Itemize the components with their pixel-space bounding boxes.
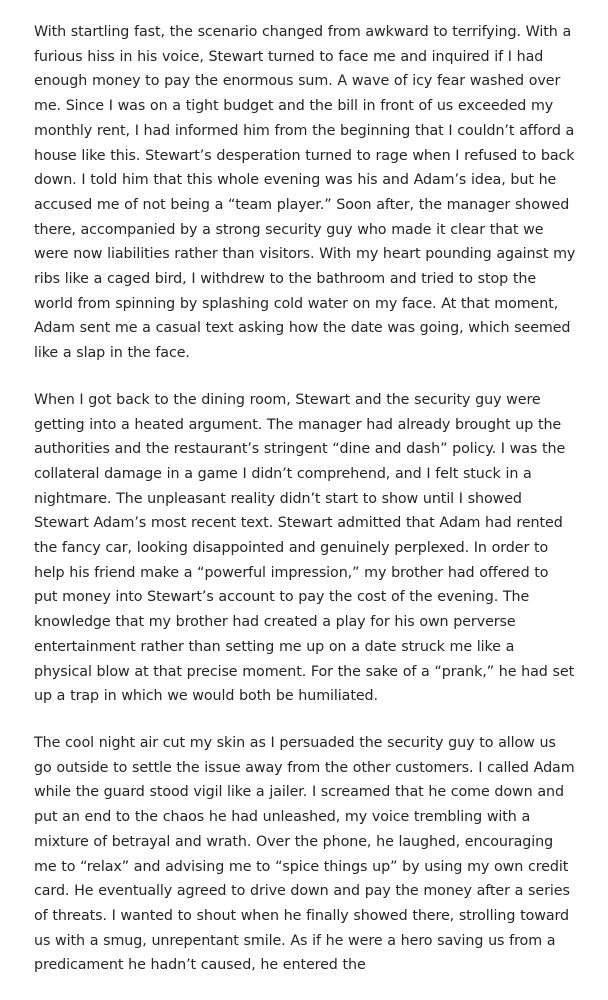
article-body [34, 20, 576, 1000]
paragraph: With startling fast, the scenario changed from awkward to terrifying. With a furious hiss in his voice, Stewart turned to face me and inquired if I had enough money to pay the enormous sum. A wave of icy fear washed over me. Since I was on a tight budget and the bill in front of us exceeded my monthly rent, I had informed him from the beginning that I couldn’t afford a house like this. Stewart’s desperation turned to rage when I refused to back down. I told him that this whole evening was his and Adam’s idea, but he accused me of not being a “team player.” Soon after, the manager showed there, accompanied by a strong security guy who made it clear that we were now liabilities rather than visitors. With my heart pounding against my ribs like a caged bird, I withdrew to the bathroom and tried to stop the world from spinning by splashing cold water on my face. At that moment, Adam sent me a casual text asking how the date was going, which seemed like a slap in the face. [34, 24, 576, 362]
paragraph: When I got back to the dining room, Stewart and the security guy were getting into a heated argument. The manager had already brought up the authorities and the restaurant’s stringent “dine and dash” policy. I was the collateral damage in a game I didn’t comprehend, and I felt stuck in a nightmare. The unpleasant reality didn’t start to show until I showed Stewart Adam’s most recent text. Stewart admitted that Adam had rented the fancy car, looking disappointed and genuinely perplexed. In order to help his friend make a “powerful impression,” my brother had offered to put money into Stewart’s account to pay the cost of the evening. The knowledge that my brother had created a play for his own perverse entertainment rather than setting me up on a date struck me like a physical blow at that precise moment. For the sake of a “prank,” he had set up a trap in which we would both be humiliated. [34, 391, 575, 705]
paragraph: The cool night air cut my skin as I persuaded the security guy to allow us go outside to settle the issue away from the other customers. I called Adam while the guard stood vigil like a jailer. I screamed that he come down and put an end to the chaos he had unleashed, my voice trembling with a mixture of betrayal and wrath. Over the phone, he laughed, encouraging me to “relax” and advising me to “spice things up” by using my own credit card. He eventually agreed to drive down and pay the money after a series of threats. I wanted to shout when he finally showed there, strolling toward us with a smug, unrepentant smile. As if he were a hero saving us from a predicament he hadn’t caused, he entered the [34, 734, 575, 974]
